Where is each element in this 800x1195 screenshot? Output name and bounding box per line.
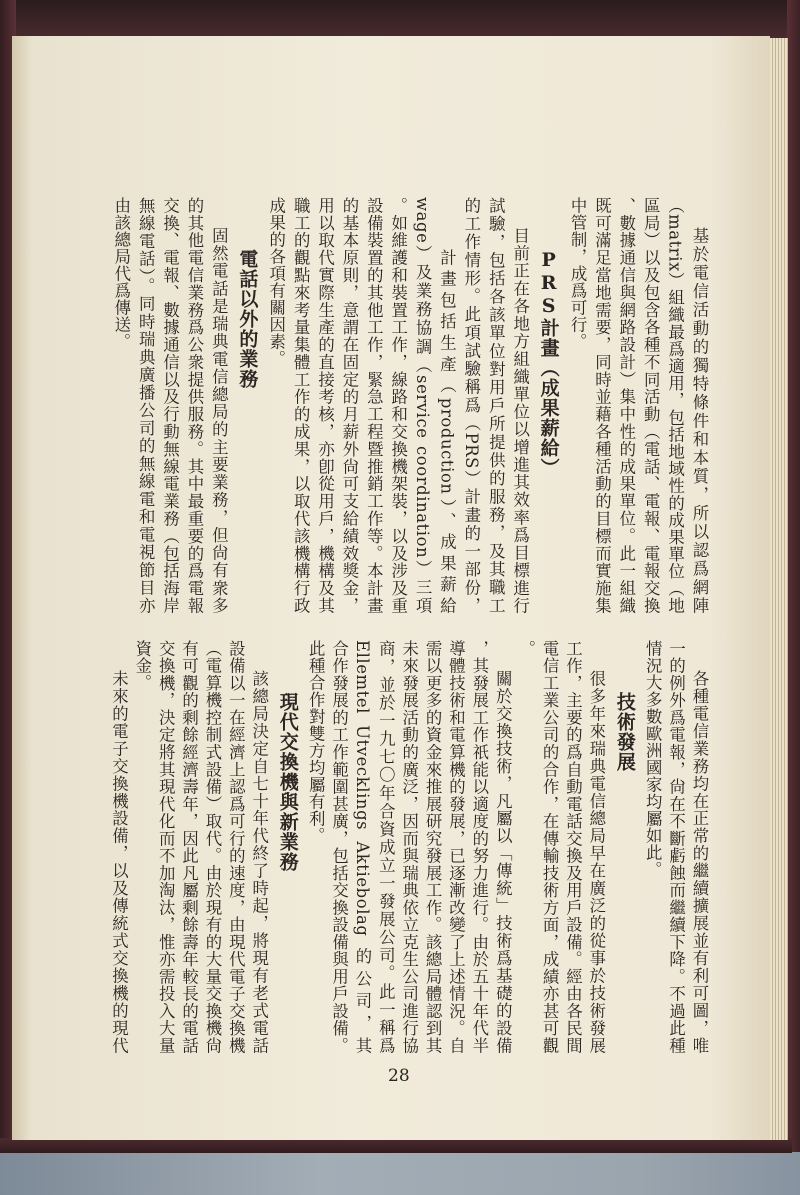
desk-background — [0, 1150, 800, 1195]
text-column: 職工的觀點來考量集體工作的成果，以取代該機構行政 — [291, 197, 311, 614]
text-column: 計畫包括生產（production）、成果薪給 — [437, 249, 457, 614]
text-column: Ellemtel Utvecklings Aktiebolag 的公司，其 — [352, 640, 372, 1054]
text-column: 工作，主要的爲自動電話交換及用戶設備。經由各民間 — [563, 640, 583, 1054]
section-heading-prs: PRS計畫（成果薪給） — [537, 249, 560, 478]
text-column: 很多年來瑞典電信總局早在廣泛的從事於技術發展 — [586, 670, 606, 1054]
text-column: 情況大多數歐洲國家均屬如此。 — [643, 640, 663, 878]
text-column: 成果的各項有關因素。 — [266, 197, 286, 367]
text-column: 中管制，成爲可行。 — [568, 197, 588, 350]
text-column: 此種合作對雙方均屬有利。 — [306, 640, 326, 844]
text-column: 交換、電報、數據通信以及行動無線電業務（包括海岸 — [160, 197, 180, 614]
text-column: 未來發展活動的廣泛，因而與瑞典依立克生公司進行協 — [399, 640, 419, 1054]
text-column: 資金。 — [132, 640, 152, 691]
text-column: 各種電信業務均在正常的繼續擴展並有利可圖，唯 — [690, 670, 709, 1054]
text-column: （matrix）組織最爲適用，包括地域性的成果單位（地 — [665, 197, 685, 614]
text-column: 合作發展的工作範圍甚廣，包括交換設備與用戶設備。 — [329, 640, 349, 1054]
text-column: 用以取代實際生產的直接考核，亦卽從用戶，機構及其 — [315, 197, 335, 614]
text-column: 由該總局代爲傳送。 — [111, 197, 131, 350]
text-column: 目前正在各地方組織單位以增進其效率爲目標進行 — [510, 227, 530, 614]
text-column: 的基本原則，意謂在固定的月薪外尙可支給績效獎金， — [339, 197, 359, 614]
text-column: 的工作情形。此項試驗稱爲（PRS）計畫的一部份， — [461, 197, 481, 614]
text-column: 有可觀的剩餘經濟壽年，因此凡屬剩餘壽年較長的電話 — [179, 640, 199, 1054]
text-column: 一的例外爲電報，尙在不斷虧蝕而繼續下降。不過此種 — [666, 640, 686, 1054]
text-column: 電信工業公司的合作，在傳輸技術方面，成績亦甚可觀 — [540, 640, 560, 1054]
section-heading-other-services: 電話以外的業務 — [236, 249, 259, 389]
text-column: 基於電信活動的獨特條件和本質，所以認爲網陣 — [690, 227, 709, 614]
bottom-text-block — [100, 640, 711, 1054]
book-cover-top-edge — [0, 0, 800, 40]
text-column: 導體技術和電算機的發展，已逐漸改變了上述情況。自 — [446, 640, 466, 1054]
book-cover-right-edge — [787, 0, 800, 1152]
text-column: wage）及業務協調（service coordination）三項 — [413, 197, 433, 614]
text-column: 設備以一在經濟上認爲可行的速度，由現代電子交換機 — [226, 640, 246, 1054]
text-column: 、數據通信與網路設計）集中性的成果單位。此一組織 — [616, 197, 636, 614]
section-heading-modern-exchanges: 現代交換機與新業務 — [276, 692, 299, 872]
book-cover-bottom-edge — [0, 1138, 792, 1153]
text-column: 交換機，決定將其現代化而不加淘汰，惟亦需投入大量 — [156, 640, 176, 1054]
text-column: 區局）以及包含各種不同活動（電話、電報、電報交換 — [641, 197, 661, 614]
text-column: 需以更多的資金來推展研究發展工作。該總局體認到其 — [423, 640, 443, 1054]
top-text-block — [100, 197, 711, 614]
text-column: 試驗，包括各該單位對用戶所提供的服務，及其職工 — [486, 197, 506, 614]
text-column: 未來的電子交換機設備，以及傳統式交換機的現代 — [109, 670, 129, 1054]
section-heading-technology: 技術發展 — [613, 692, 636, 772]
text-column: ，其發展工作祇能以適度的努力進行。由於五十年代半 — [469, 640, 489, 1054]
text-column: 設備裝置的其他工作，緊急工程暨推銷工作等。本計畫 — [364, 197, 384, 614]
text-column: 固然電話是瑞典電信總局的主要業務，但尙有衆多 — [209, 227, 229, 614]
page-number: 28 — [388, 1066, 410, 1086]
text-column: 商，並於一九七〇年合資成立一發展公司。此一稱爲 — [376, 640, 396, 1054]
text-column: （電算機控制式設備）取代。由於現有的大量交換機尙 — [202, 640, 222, 1054]
text-column: 。如維護和裝置工作，線路和交換機架裝，以及涉及重 — [388, 197, 408, 614]
text-column: 關於交換技術，凡屬以「傳統」技術爲基礎的設備 — [493, 670, 513, 1054]
text-column: 的其他電信業務爲公衆提供服務。其中最重要的爲電報 — [184, 197, 204, 614]
text-column: 既可滿足當地需要，同時並藉各種活動的目標而實施集 — [592, 197, 612, 614]
page-stack-edge — [770, 38, 788, 1140]
text-column: 該總局決定自七十年代終了時起，將現有老式電話 — [249, 670, 269, 1054]
text-column: 無線電話）。同時瑞典廣播公司的無線電和電視節目亦 — [136, 197, 156, 614]
text-column: 。 — [516, 640, 536, 657]
